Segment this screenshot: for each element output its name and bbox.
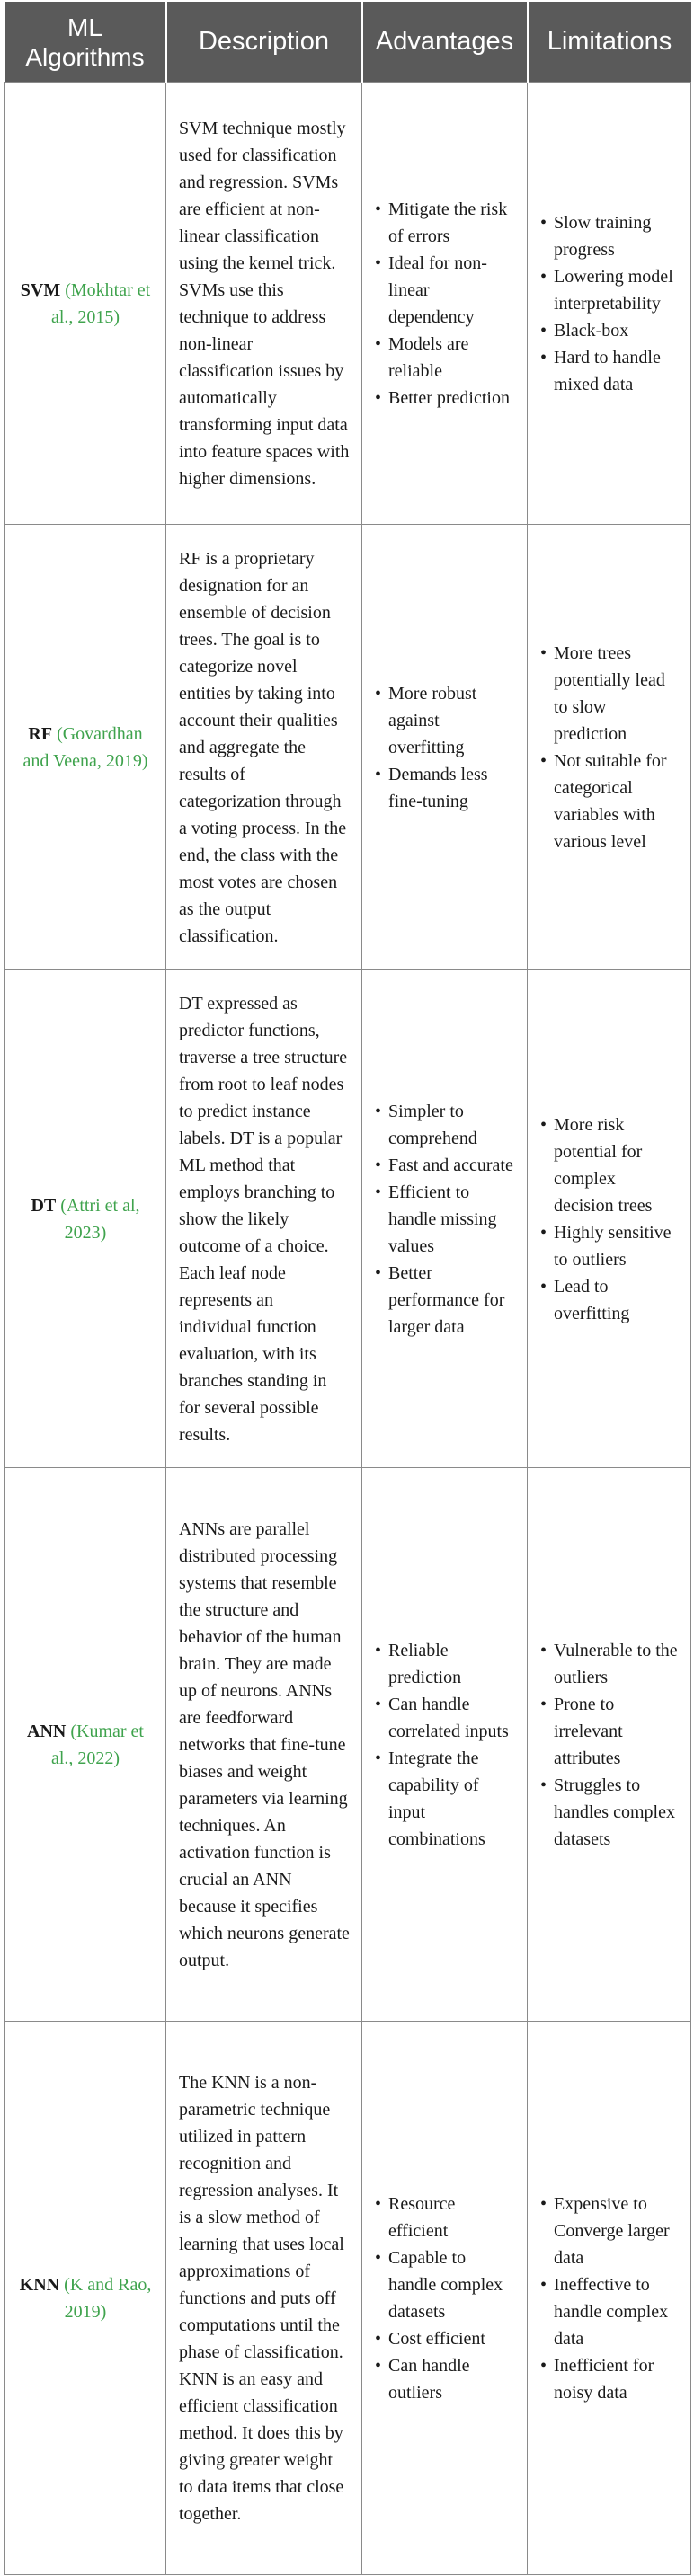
table-header-row: [5, 2, 691, 83]
citation-link[interactable]: (K and Rao, 2019): [64, 2274, 152, 2322]
advantage-item: • Reliable prediction: [375, 1637, 514, 1691]
advantages-list: [375, 2191, 514, 2406]
header-description: Description: [166, 2, 362, 83]
limitation-item: • Highly sensitive to outliers: [540, 1219, 678, 1273]
limitation-item: • Hard to handle mixed data: [540, 344, 678, 398]
advantage-item: • Can handle outliers: [375, 2352, 514, 2406]
advantage-item: • Resource efficient: [375, 2191, 514, 2244]
limitation-item: • More risk potential for complex decision trees: [540, 1111, 678, 1219]
limitations-cell: [528, 970, 691, 1468]
description-cell: DT expressed as predictor functions, traverse a tree structure from root to leaf nodes to predict instance labels. DT is a popular ML method that employs branching to show the likely outcome of a choice. Each leaf node represents an individual function evaluation, with its branches standing in for several possible results.: [166, 970, 362, 1468]
algorithm-name: KNN: [19, 2274, 60, 2295]
advantage-item: • Simpler to comprehend: [375, 1098, 514, 1152]
advantages-list: [375, 1637, 514, 1853]
limitations-list: [540, 2191, 678, 2406]
advantage-item: • Demands less fine-tuning: [375, 761, 514, 815]
description-cell: The KNN is a non-parametric technique utilized in pattern recognition and regression analyses. It is a slow method of learning that uses local approximations of functions and puts off computations until the phase of classification. KNN is an easy and efficient classification method. It does this by giving greater weight to data items that close together.: [166, 2022, 362, 2575]
advantages-cell: [362, 83, 528, 525]
advantage-item: • Better prediction: [375, 385, 514, 412]
limitation-item: • Vulnerable to the outliers: [540, 1637, 678, 1691]
advantage-item: • Fast and accurate: [375, 1152, 514, 1179]
algorithm-name: RF: [28, 723, 53, 744]
algorithm-cell: [5, 970, 166, 1468]
algorithm-cell: [5, 2022, 166, 2575]
description-cell: SVM technique mostly used for classification and regression. SVMs are efficient at non-linear classification using the kernel trick. SVMs use this technique to address non-linear classification issues by automatically transforming input data into feature spaces with higher dimensions.: [166, 83, 362, 525]
table-row-knn: [5, 2022, 691, 2575]
limitation-item: • Struggles to handles complex datasets: [540, 1772, 678, 1853]
ml-algorithms-table: [4, 2, 691, 2575]
advantage-item: • Models are reliable: [375, 331, 514, 385]
algorithm-cell: [5, 1468, 166, 2022]
limitation-item: • Expensive to Converge larger data: [540, 2191, 678, 2271]
advantage-item: • Mitigate the risk of errors: [375, 196, 514, 250]
limitations-cell: [528, 2022, 691, 2575]
advantages-list: [375, 196, 514, 412]
limitation-item: • Prone to irrelevant attributes: [540, 1691, 678, 1772]
advantages-list: [375, 680, 514, 815]
description-cell: ANNs are parallel distributed processing systems that resemble the structure and behavior of the human brain. They are made up of neurons. ANNs are feedforward networks that fine-tune biases and weight parameters via learning techniques. An activation function is crucial an ANN because it specifies which neurons generate output.: [166, 1468, 362, 2022]
advantages-cell: [362, 2022, 528, 2575]
citation-link[interactable]: (Kumar et al., 2022): [50, 1721, 144, 1768]
limitations-list: [540, 640, 678, 855]
advantage-item: • Integrate the capability of input combinations: [375, 1745, 514, 1853]
algorithm-cell: [5, 525, 166, 970]
description-cell: RF is a proprietary designation for an ensemble of decision trees. The goal is to categorize novel entities by taking into account their qualities and aggregate the results of categorization through a voting process. In the end, the class with the most votes are chosen as the output classification.: [166, 525, 362, 970]
limitations-list: [540, 209, 678, 398]
limitations-list: [540, 1637, 678, 1853]
table-row-ann: [5, 1468, 691, 2022]
advantage-item: • More robust against overfitting: [375, 680, 514, 761]
limitation-item: • Slow training progress: [540, 209, 678, 263]
limitations-list: [540, 1111, 678, 1327]
citation-link[interactable]: (Govardhan and Veena, 2019): [22, 723, 148, 771]
citation-link[interactable]: (Attri et al, 2023): [60, 1195, 140, 1243]
advantage-item: • Capable to handle complex datasets: [375, 2244, 514, 2325]
advantages-cell: [362, 525, 528, 970]
header-ml-algorithms: ML Algorithms: [5, 2, 166, 83]
table-row-dt: [5, 970, 691, 1468]
limitations-cell: [528, 83, 691, 525]
advantage-item: • Cost efficient: [375, 2325, 514, 2352]
header-advantages: Advantages: [362, 2, 528, 83]
limitation-item: • Not suitable for categorical variables with various level: [540, 748, 678, 855]
header-limitations: Limitations: [528, 2, 691, 83]
algorithm-name: DT: [31, 1195, 57, 1216]
citation-link[interactable]: (Mokhtar et al., 2015): [50, 279, 151, 327]
limitation-item: • Lowering model interpretability: [540, 263, 678, 317]
limitation-item: • Ineffective to handle complex data: [540, 2271, 678, 2352]
advantages-cell: [362, 1468, 528, 2022]
limitation-item: • Inefficient for noisy data: [540, 2352, 678, 2406]
advantages-cell: [362, 970, 528, 1468]
limitation-item: • Black-box: [540, 317, 678, 344]
table-row-rf: [5, 525, 691, 970]
algorithm-name: ANN: [27, 1721, 67, 1741]
limitation-item: • Lead to overfitting: [540, 1273, 678, 1327]
table-row-svm: [5, 83, 691, 525]
limitations-cell: [528, 1468, 691, 2022]
advantage-item: • Efficient to handle missing values: [375, 1179, 514, 1260]
advantage-item: • Can handle correlated inputs: [375, 1691, 514, 1745]
algorithm-name: SVM: [20, 279, 61, 300]
advantage-item: • Better performance for larger data: [375, 1260, 514, 1341]
limitation-item: • More trees potentially lead to slow prediction: [540, 640, 678, 748]
algorithm-cell: [5, 83, 166, 525]
limitations-cell: [528, 525, 691, 970]
advantages-list: [375, 1098, 514, 1341]
advantage-item: • Ideal for non-linear dependency: [375, 250, 514, 331]
